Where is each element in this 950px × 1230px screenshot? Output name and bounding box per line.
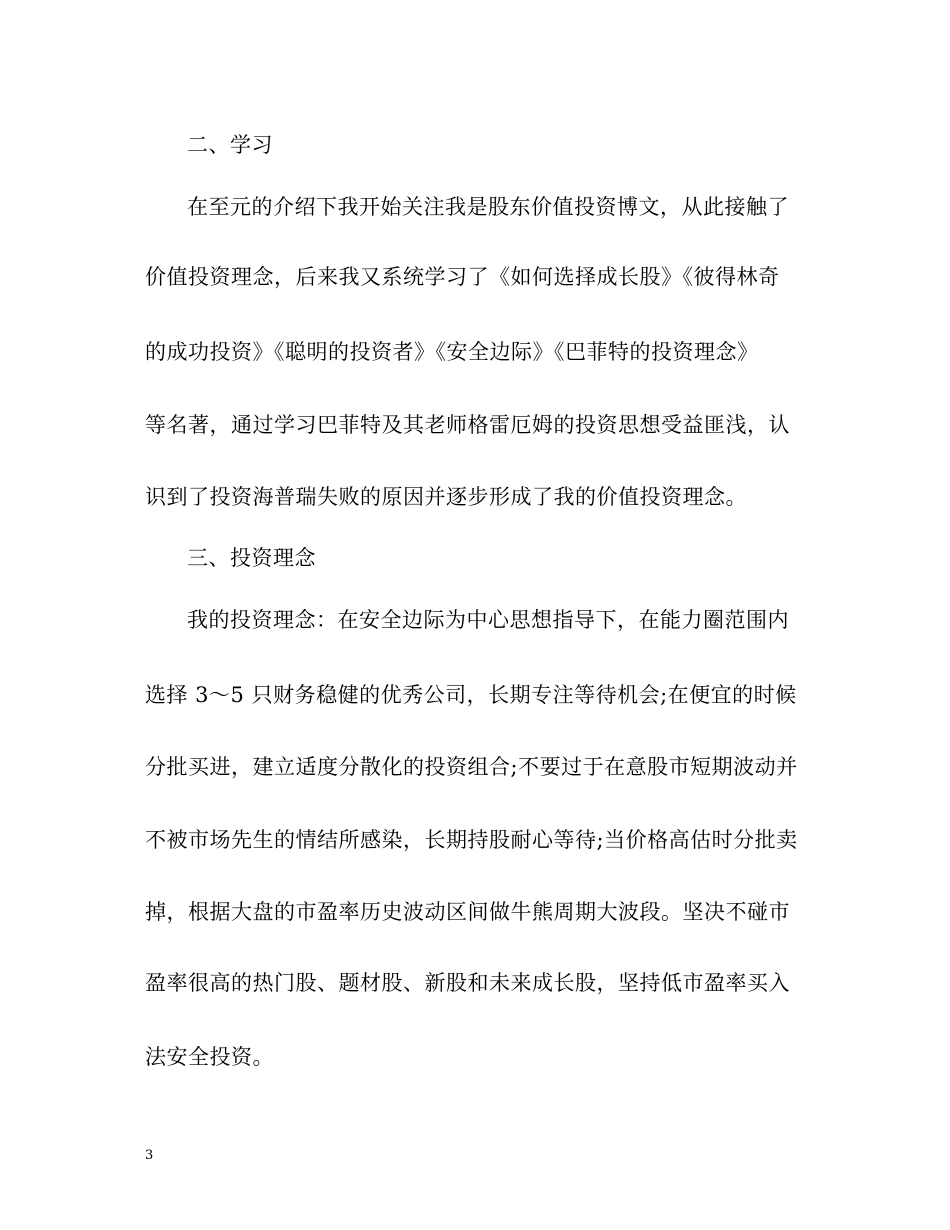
- paragraph-line: 等名著，通过学习巴菲特及其老师格雷厄姆的投资思想受益匪浅，认: [145, 413, 790, 437]
- paragraph-line: 识到了投资海普瑞失败的原因并逐步形成了我的价值投资理念。: [145, 485, 747, 509]
- page-number: 3: [145, 1148, 154, 1163]
- section-heading-study: 二、学习: [187, 133, 273, 157]
- section-heading-investment-philosophy: 三、投资理念: [187, 546, 316, 570]
- paragraph-line: 分批买进，建立适度分散化的投资组合;不要过于在意股市短期波动并: [145, 755, 798, 779]
- paragraph-line: 在至元的介绍下我开始关注我是股东价值投资博文，从此接触了: [187, 195, 789, 219]
- paragraph-line: 价值投资理念，后来我又系统学习了《如何选择成长股》《彼得林奇: [145, 265, 780, 289]
- paragraph-line: 的成功投资》《聪明的投资者》《安全边际》《巴菲特的投资理念》: [145, 340, 759, 364]
- paragraph-line: 盈率很高的热门股、题材股、新股和未来成长股，坚持低市盈率买入: [145, 971, 790, 995]
- paragraph-line: 选择 3～5 只财务稳健的优秀公司，长期专注等待机会;在便宜的时候: [145, 683, 797, 707]
- paragraph-line: 不被市场先生的情结所感染，长期持股耐心等待;当价格高估时分批卖: [145, 828, 798, 852]
- paragraph-line: 我的投资理念：在安全边际为中心思想指导下，在能力圈范围内: [187, 608, 789, 632]
- paragraph-line: 法安全投资。: [145, 1045, 274, 1069]
- paragraph-line: 掉，根据大盘的市盈率历史波动区间做牛熊周期大波段。坚决不碰市: [145, 900, 790, 924]
